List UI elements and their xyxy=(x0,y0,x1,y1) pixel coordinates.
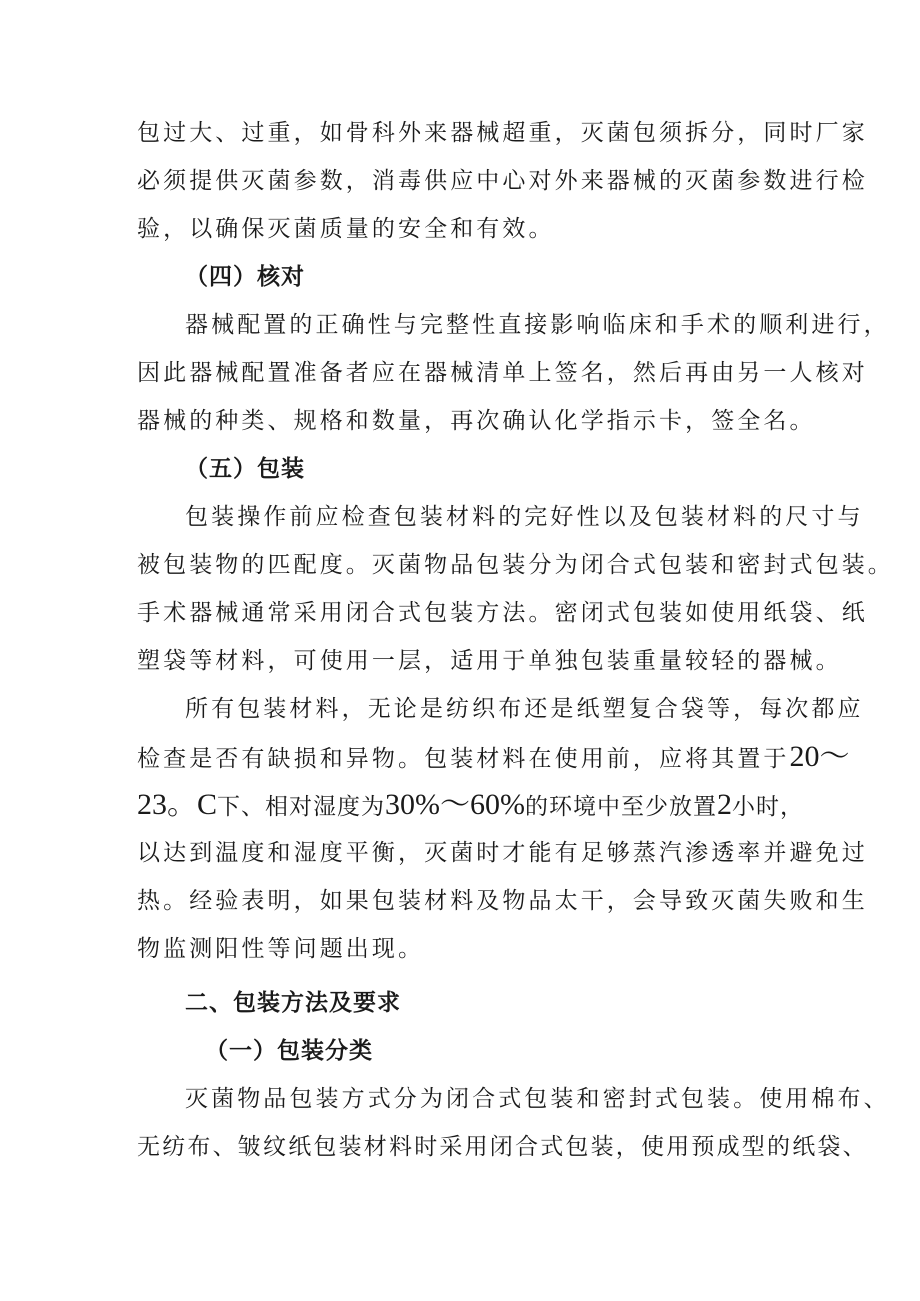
duration-value: 2 xyxy=(717,788,732,821)
paragraph-line: 以达到温度和湿度平衡，灭菌时才能有足够蒸汽渗透率并避免过 xyxy=(137,840,868,866)
paragraph-line: 包装操作前应检查包装材料的完好性以及包装材料的尺寸与 xyxy=(185,504,864,530)
paragraph-line: 器械配置的正确性与完整性直接影响临床和手术的顺利进行， xyxy=(185,312,890,338)
paragraph-line: 包过大、过重，如骨科外来器械超重，灭菌包须拆分，同时厂家 xyxy=(137,120,868,146)
section-heading-classification: （一）包装分类 xyxy=(205,1038,373,1064)
paragraph-line: 塑袋等材料，可使用一层，适用于单独包装重量较轻的器械。 xyxy=(137,648,842,674)
line-text: 小时， xyxy=(732,794,804,820)
paragraph-line: 必须提供灭菌参数，消毒供应中心对外来器械的灭菌参数进行检 xyxy=(137,168,868,194)
paragraph-line: 热。经验表明，如果包装材料及物品太干，会导致灭菌失败和生 xyxy=(137,888,868,914)
paragraph-line: 灭菌物品包装方式分为闭合式包装和密封式包装。使用棉布、 xyxy=(185,1086,890,1112)
temperature-range-end: 23。C xyxy=(137,788,218,821)
temperature-range-start: 20～ xyxy=(789,740,850,773)
paragraph-line: 因此器械配置准备者应在器械清单上签名，然后再由另一人核对 xyxy=(137,360,868,386)
chapter-heading: 二、包装方法及要求 xyxy=(185,990,401,1016)
paragraph-line: 所有包装材料，无论是纺织布还是纸塑复合袋等，每次都应 xyxy=(185,696,864,722)
paragraph-line: 器械的种类、规格和数量，再次确认化学指示卡，签全名。 xyxy=(137,408,816,434)
paragraph-line: 被包装物的匹配度。灭菌物品包装分为闭合式包装和密封式包装。 xyxy=(137,552,894,578)
humidity-range: 30%～60% xyxy=(385,788,525,821)
paragraph-line xyxy=(137,790,804,820)
section-heading-packaging: （五）包装 xyxy=(185,456,305,482)
paragraph-line: 验，以确保灭菌质量的安全和有效。 xyxy=(137,216,555,242)
paragraph-line: 无纺布、皱纹纸包装材料时采用闭合式包装，使用预成型的纸袋、 xyxy=(137,1134,868,1160)
paragraph-line: 手术器械通常采用闭合式包装方法。密闭式包装如使用纸袋、纸 xyxy=(137,600,868,626)
section-heading-verify: （四）核对 xyxy=(185,264,305,290)
line-text: 下、相对湿度为 xyxy=(217,794,386,820)
paragraph-line xyxy=(137,742,850,772)
paragraph-line: 物监测阳性等问题出现。 xyxy=(137,936,425,962)
line-text: 的环境中至少放置 xyxy=(525,794,717,820)
line-text: 检查是否有缺损和异物。包装材料在使用前，应将其置于 xyxy=(137,746,790,772)
